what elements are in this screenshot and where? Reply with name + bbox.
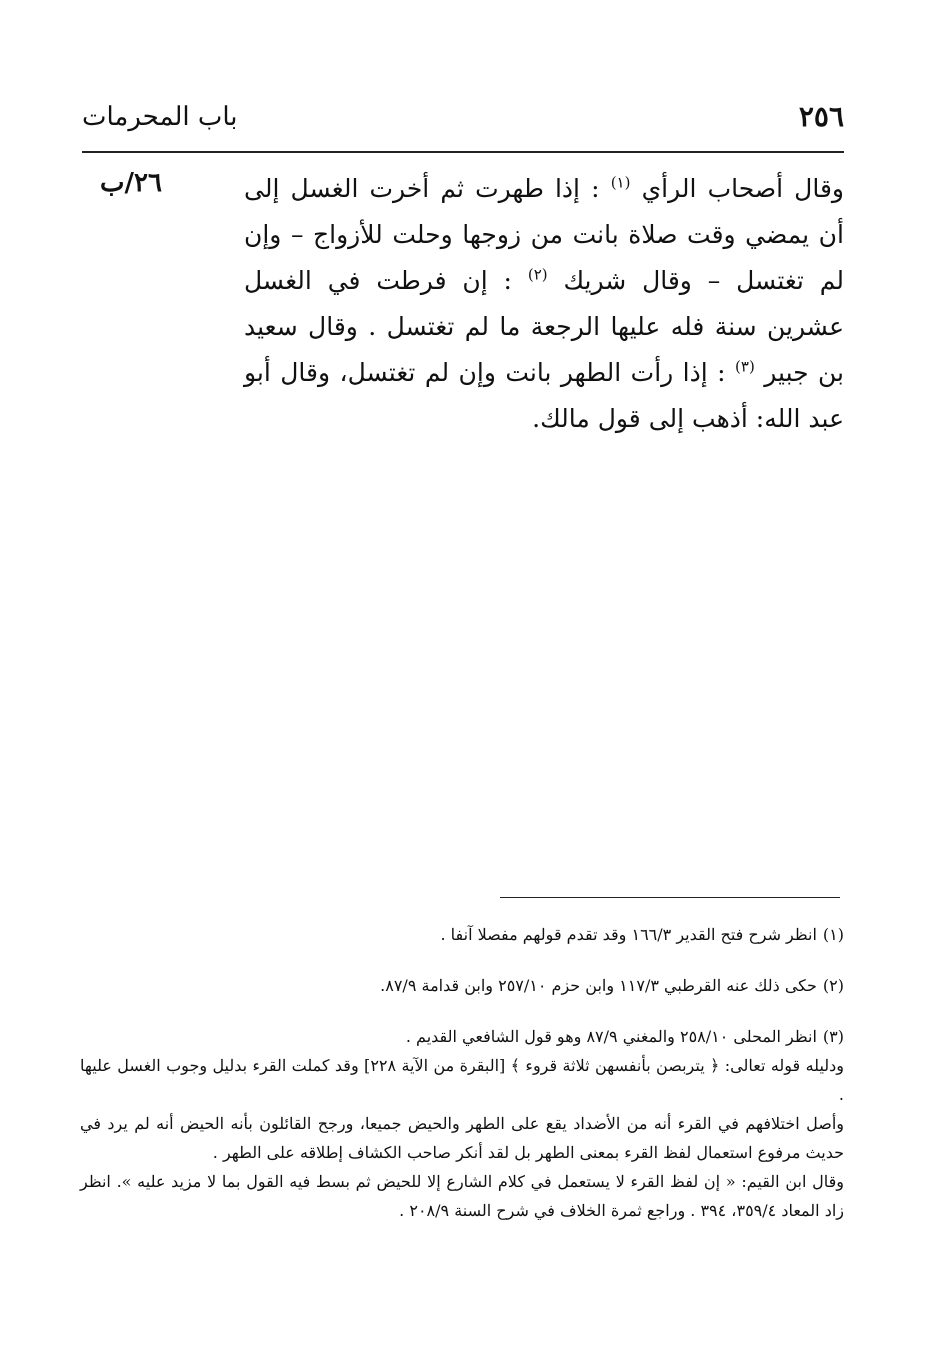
footnote-number: (٣)	[822, 1027, 844, 1046]
main-text-segment: : إذا طهرت ثم أخرت الغسل إلى أن يمضي وقت صلاة بانت من زوجها وحلت للأزواج – وإن لم تغتسل – وقال شريك	[244, 174, 844, 295]
main-paragraph	[244, 166, 844, 442]
page-number: ٢٥٦	[798, 100, 844, 133]
footnote-number: (٢)	[822, 976, 844, 995]
footnote-reference: (٢)	[527, 265, 548, 284]
running-title: باب المحرمات	[82, 102, 238, 132]
main-text-block	[244, 166, 844, 442]
footnote-divider	[500, 897, 840, 898]
main-text-segment: وقال أصحاب الرأي	[630, 174, 844, 203]
main-text-segment: : إن فرطت في الغسل عشرين سنة فله عليها الرجعة ما لم تغتسل . وقال سعيد بن جبير	[244, 266, 845, 387]
footnote-continuation: وقال ابن القيم: « إن لفظ القرء لا يستعمل في كلام الشارع إلا للحيض ثم بسط فيه القول بما لا مزيد عليه ». انظر زاد المعاد ٣٥٩/٤، ٣٩٤ . وراجع ثمرة الخلاف في شرح السنة ٢٠٨/٩ .	[80, 1172, 844, 1220]
footnote-3	[80, 1022, 844, 1225]
header-divider	[82, 151, 844, 153]
footnote-text: انظر شرح فتح القدير ١٦٦/٣ وقد تقدم قولهم مفصلا آنفا .	[440, 925, 817, 944]
footnote-continuation: وأصل اختلافهم في القرء أنه من الأضداد يقع على الطهر والحيض جميعا، ورجح القائلون بأنه الحيض أنه لم يرد في حديث مرفوع استعمال لفظ القرء بمعنى الطهر بل لقد أنكر صاحب الكشاف إطلاقه على الطهر .	[80, 1114, 845, 1162]
page-header	[82, 94, 844, 140]
footnote-1	[80, 920, 844, 949]
footnote-text: حكى ذلك عنه القرطبي ١١٧/٣ وابن حزم ٢٥٧/١٠ وابن قدامة ٨٧/٩.	[380, 976, 817, 995]
footnote-reference: (٣)	[735, 357, 755, 376]
footnote-reference: (١)	[610, 173, 631, 192]
footnote-text: انظر المحلى ٢٥٨/١٠ والمغني ٨٧/٩ وهو قول الشافعي القديم .	[405, 1027, 817, 1046]
main-text-segment: : إذا رأت الطهر بانت وإن لم تغتسل، وقال أبو عبد الله: أذهب إلى قول مالك.	[244, 358, 844, 433]
manuscript-folio-marker: ٢٦/ب	[100, 168, 162, 198]
footnote-2	[80, 971, 844, 1000]
footnote-number: (١)	[822, 925, 844, 944]
footnote-continuation: ودليله قوله تعالى: ﴿ يتربصن بأنفسهن ثلاثة قروء ﴾ [البقرة من الآية ٢٢٨] وقد كملت القرء بدليل وجوب الغسل عليها .	[80, 1056, 844, 1104]
footnotes-section	[80, 920, 844, 1247]
